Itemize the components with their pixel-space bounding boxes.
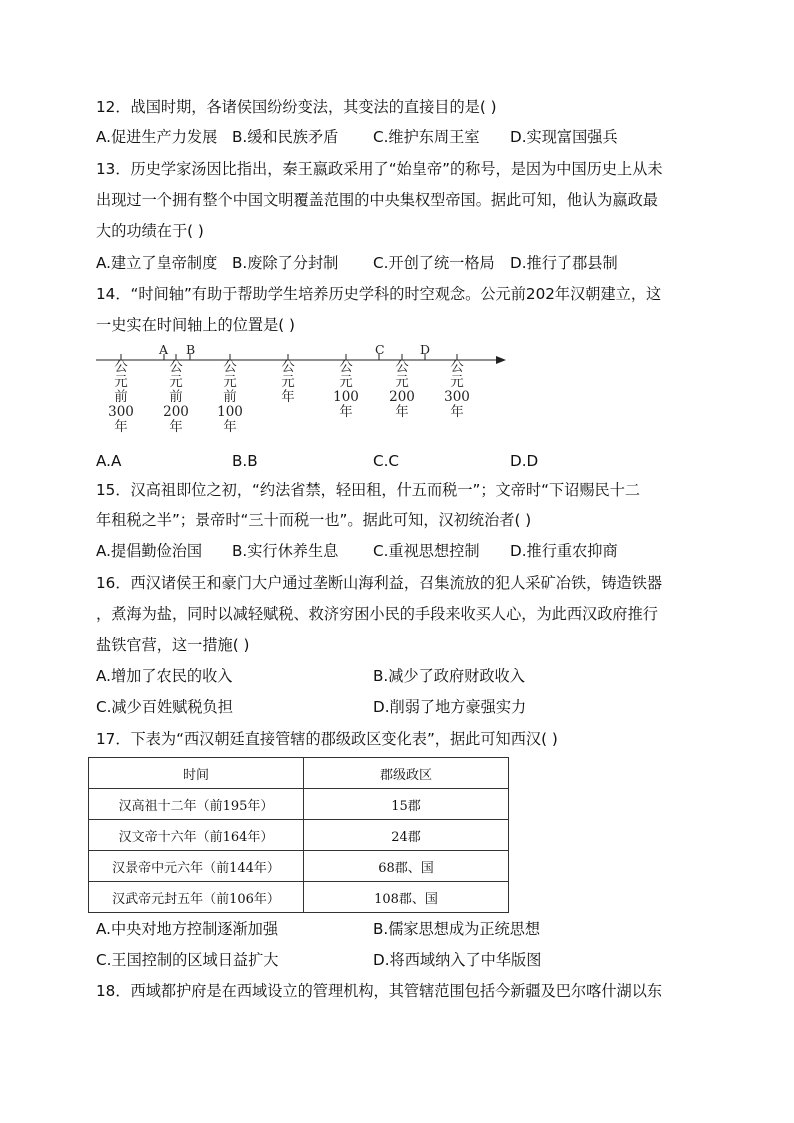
table-cell-time: 汉文帝十六年（前164年） (89, 820, 304, 851)
q15-option-c: C.重视思想控制 (373, 542, 480, 560)
q17-table (88, 757, 509, 913)
table-row (89, 820, 509, 851)
q15-option-b: B.实行休养生息 (232, 542, 339, 560)
tick-char: 100 (217, 404, 243, 420)
q13-option-d: D.推行了郡县制 (510, 254, 618, 272)
timeline-label-year0 (273, 360, 303, 405)
tick-char: 前 (169, 389, 183, 405)
tick-char: 年 (281, 389, 295, 405)
timeline-label-200bc (161, 360, 191, 435)
tick-char: 公 (169, 359, 183, 375)
q17-option-b: B.儒家思想成为正统思想 (373, 920, 541, 938)
table-cell-time: 汉高祖十二年（前195年） (89, 789, 304, 820)
q13-stem-line-2: 出现过一个拥有整个中国文明覆盖范围的中央集权型帝国。据此可知，他认为嬴政最 (96, 191, 658, 209)
q12-option-c: C.维护东周王室 (373, 128, 480, 146)
table-row (89, 789, 509, 820)
tick-char: 200 (389, 389, 415, 405)
tick-char: 元 (114, 374, 128, 390)
tick-char: 年 (114, 419, 128, 435)
tick-char: 前 (114, 389, 128, 405)
q12-option-d: D.实现富国强兵 (510, 128, 618, 146)
table-row (89, 851, 509, 882)
tick-char: 年 (169, 419, 183, 435)
q13-stem-line-1: 13．历史学家汤因比指出，秦王嬴政采用了“始皇帝”的称号，是因为中国历史上从未 (96, 160, 663, 178)
q12-stem: 12．战国时期，各诸侯国纷纷变法，其变法的直接目的是( ) (96, 98, 497, 116)
table-header-row (89, 758, 509, 789)
timeline-marker-a: A (159, 342, 169, 357)
tick-char: 300 (108, 404, 134, 420)
q15-stem-line-2: 年租税之半”；景帝时“三十而税一也”。据此可知，汉初统治者( ) (96, 511, 532, 529)
q16-option-c: C.减少百姓赋税负担 (96, 698, 233, 716)
q17-option-c: C.王国控制的区域日益扩大 (96, 951, 279, 969)
table-cell-time: 汉武帝元封五年（前106年） (89, 882, 304, 913)
table-cell-region: 68郡、国 (304, 851, 509, 882)
q15-option-d: D.推行重农抑商 (510, 542, 618, 560)
q13-stem-line-3: 大的功绩在于( ) (96, 222, 204, 240)
q14-option-d: D.D (510, 452, 539, 470)
q17-option-d: D.将西域纳入了中华版图 (373, 951, 542, 969)
table-header-region: 郡级政区 (304, 758, 509, 789)
timeline-label-200ad (387, 360, 417, 420)
tick-char: 元 (450, 374, 464, 390)
tick-char: 元 (223, 374, 237, 390)
tick-char: 200 (163, 404, 189, 420)
tick-char: 公 (114, 359, 128, 375)
q14-timeline (92, 338, 512, 448)
tick-char: 年 (339, 404, 353, 420)
tick-char: 300 (444, 389, 470, 405)
q16-option-d: D.削弱了地方豪强实力 (373, 698, 527, 716)
q13-option-a: A.建立了皇帝制度 (96, 254, 218, 272)
q14-stem-line-2: 一史实在时间轴上的位置是( ) (96, 316, 295, 334)
tick-char: 100 (333, 389, 359, 405)
table-cell-region: 15郡 (304, 789, 509, 820)
q15-option-a: A.提倡勤俭治国 (96, 542, 203, 560)
timeline-marker-b: B (186, 342, 196, 357)
table-cell-region: 108郡、国 (304, 882, 509, 913)
q15-stem-line-1: 15．汉高祖即位之初，“约法省禁，轻田租，什五而税一”；文帝时“下诏赐民十二 (96, 481, 641, 499)
timeline-arrow-icon (496, 356, 506, 364)
timeline-marker-c: C (375, 342, 385, 357)
timeline-label-300bc (106, 360, 136, 435)
tick-char: 公 (339, 359, 353, 375)
q14-option-c: C.C (373, 452, 400, 470)
tick-char: 公 (281, 359, 295, 375)
q16-stem-line-2: ，煮海为盐，同时以减轻赋税、救济穷困小民的手段来收买人心，为此西汉政府推行 (96, 605, 658, 623)
q16-option-a: A.增加了农民的收入 (96, 667, 233, 685)
tick-char: 元 (281, 374, 295, 390)
q12-option-a: A.促进生产力发展 (96, 128, 218, 146)
q18-stem: 18．西域都护府是在西域设立的管理机构，其管辖范围包括今新疆及巴尔喀什湖以东 (96, 982, 663, 1000)
table-row (89, 882, 509, 913)
q17-stem: 17．下表为“西汉朝廷直接管辖的郡级政区变化表”，据此可知西汉( ) (96, 730, 558, 748)
tick-char: 年 (223, 419, 237, 435)
tick-char: 年 (395, 404, 409, 420)
q16-option-b: B.减少了政府财政收入 (373, 667, 525, 685)
tick-char: 公 (223, 359, 237, 375)
tick-char: 前 (223, 389, 237, 405)
tick-char: 公 (395, 359, 409, 375)
tick-char: 元 (169, 374, 183, 390)
tick-char: 年 (450, 404, 464, 420)
table-cell-region: 24郡 (304, 820, 509, 851)
timeline-marker-d: D (420, 342, 431, 357)
q16-stem-line-3: 盐铁官营，这一措施( ) (96, 636, 250, 654)
q14-option-a: A.A (96, 452, 122, 470)
timeline-label-300ad (442, 360, 472, 420)
tick-char: 公 (450, 359, 464, 375)
timeline-label-100ad (331, 360, 361, 420)
q13-option-b: B.废除了分封制 (232, 254, 339, 272)
q17-option-a: A.中央对地方控制逐渐加强 (96, 920, 279, 938)
tick-char: 元 (395, 374, 409, 390)
timeline-label-100bc (215, 360, 245, 435)
q16-stem-line-1: 16．西汉诸侯王和豪门大户通过垄断山海利益，召集流放的犯人采矿冶铁，铸造铁器 (96, 574, 663, 592)
q13-option-c: C.开创了统一格局 (373, 254, 495, 272)
tick-char: 元 (339, 374, 353, 390)
q12-option-b: B.缓和民族矛盾 (232, 128, 339, 146)
table-cell-time: 汉景帝中元六年（前144年） (89, 851, 304, 882)
q14-option-b: B.B (232, 452, 258, 470)
q14-stem-line-1: 14．“时间轴”有助于帮助学生培养历史学科的时空观念。公元前202年汉朝建立，这 (96, 285, 662, 303)
table-header-time: 时间 (89, 758, 304, 789)
